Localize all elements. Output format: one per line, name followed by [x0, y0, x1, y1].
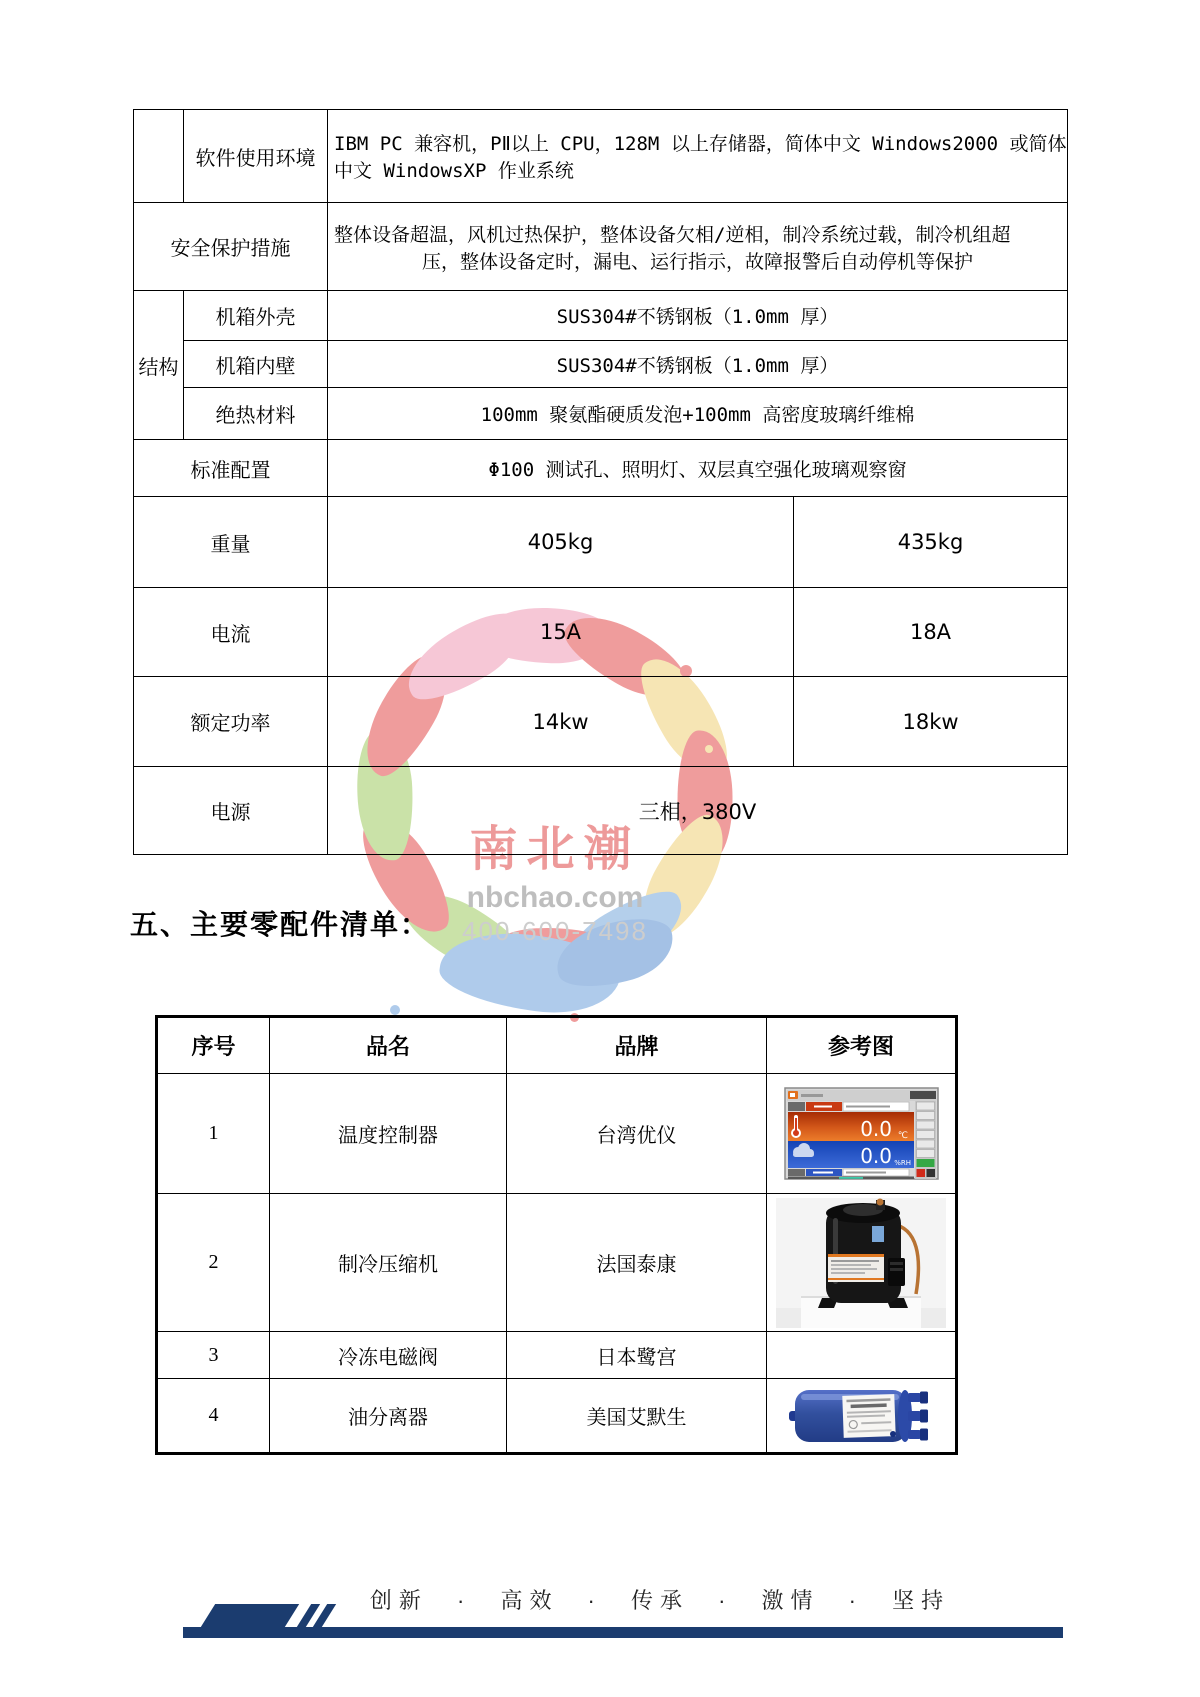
temperature-controller-image: [784, 1087, 939, 1180]
controller-temp-panel: [788, 1112, 914, 1141]
parts-row1-brand: 台湾优仪: [507, 1074, 767, 1194]
table-row: [157, 1379, 957, 1454]
spec-shell-value: SUS304#不锈钢板（1.0mm 厚）: [328, 291, 1068, 341]
watermark-phone: 400-600-7498: [462, 916, 648, 946]
spec-rated-power-label: 额定功率: [134, 677, 328, 767]
spec-software-env-label: 软件使用环境: [184, 110, 328, 203]
spec-power-supply-label: 电源: [134, 767, 328, 855]
spec-safety-value: [328, 203, 1068, 291]
table-row: [134, 767, 1068, 855]
humidity-value: 0.0: [859, 1144, 892, 1168]
parts-row3-name: 冷冻电磁阀: [270, 1332, 507, 1379]
table-row: [134, 497, 1068, 588]
temp-unit: ℃: [897, 1131, 908, 1141]
spec-shell-label: 机箱外壳: [184, 291, 328, 341]
compressor-image: [776, 1198, 946, 1328]
parts-row4-brand: 美国艾默生: [507, 1379, 767, 1454]
parts-header-no: 序号: [157, 1017, 270, 1074]
spec-weight-label: 重量: [134, 497, 328, 588]
page-section-heading: 五、主要零配件清单：: [130, 909, 431, 940]
spec-empty-cell: [134, 110, 184, 203]
table-row: [134, 388, 1068, 440]
parts-header-name: 品名: [270, 1017, 507, 1074]
spec-rated-power-value-1: 14kw: [328, 677, 794, 767]
table-row: [157, 1332, 957, 1379]
table-row: [134, 341, 1068, 388]
parts-row1-no: 1: [157, 1074, 270, 1194]
table-row: [157, 1194, 957, 1332]
spec-current-label: 电流: [134, 588, 328, 677]
spec-power-supply-value: 三相，380V: [328, 767, 1068, 855]
parts-row4-name: 油分离器: [270, 1379, 507, 1454]
footer-slogan: 创新 · 高效 · 传承 · 激情 · 坚持: [369, 1588, 951, 1613]
spec-insulation-value: 100mm 聚氨酯硬质发泡+100mm 高密度玻璃纤维棉: [328, 388, 1068, 440]
table-row: [134, 677, 1068, 767]
parts-row3-brand: 日本鹭宫: [507, 1332, 767, 1379]
parts-row3-no: 3: [157, 1332, 270, 1379]
spec-weight-value-1: 405kg: [328, 497, 794, 588]
separator-label: [842, 1394, 895, 1438]
controller-humidity-panel: [788, 1141, 914, 1168]
spec-current-value-2: 18A: [794, 588, 1068, 677]
parts-row2-no: 2: [157, 1194, 270, 1332]
parts-table: [155, 1015, 958, 1455]
spec-insulation-label: 绝热材料: [184, 388, 328, 440]
spec-rated-power-value-2: 18kw: [794, 677, 1068, 767]
parts-row4-no: 4: [157, 1379, 270, 1454]
compressor-label: [828, 1254, 884, 1282]
parts-header-image: 参考图: [767, 1017, 957, 1074]
table-row: [134, 440, 1068, 497]
parts-row1-image-cell: [767, 1074, 957, 1194]
spec-standard-config-value: Φ100 测试孔、照明灯、双层真空强化玻璃观察窗: [328, 440, 1068, 497]
temp-value: 0.0: [859, 1117, 892, 1141]
spec-safety-line2: 压，整体设备定时，漏电、运行指示，故障报警后自动停机等保护: [421, 250, 973, 273]
watermark-brand: 南北潮: [469, 823, 641, 876]
spec-inner-wall-label: 机箱内壁: [184, 341, 328, 388]
watermark-domain: nbchao.com: [466, 881, 644, 914]
parts-row2-name: 制冷压缩机: [270, 1194, 507, 1332]
table-row: [157, 1074, 957, 1194]
table-row: [134, 203, 1068, 291]
spec-safety-line1: 整体设备超温，风机过热保护，整体设备欠相/逆相，制冷系统过载，制冷机组超: [334, 223, 1011, 246]
parts-row4-image-cell: [767, 1379, 957, 1454]
table-row: [134, 110, 1068, 203]
oil-separator-image: [789, 1382, 934, 1450]
spec-software-env-value: [328, 110, 1068, 203]
spec-current-value-1: 15A: [328, 588, 794, 677]
separator-fittings: [908, 1391, 928, 1440]
spec-software-env-line2: 中文 WindowsXP 作业系统: [334, 160, 574, 182]
parts-row2-image-cell: [767, 1194, 957, 1332]
spec-safety-label: 安全保护措施: [134, 203, 328, 291]
spec-weight-value-2: 435kg: [794, 497, 1068, 588]
parts-row2-brand: 法国泰康: [507, 1194, 767, 1332]
paint-dot: [390, 1005, 400, 1015]
parts-header-brand: 品牌: [507, 1017, 767, 1074]
parts-row1-name: 温度控制器: [270, 1074, 507, 1194]
compressor-small-label: [872, 1226, 884, 1242]
table-header-row: [157, 1017, 957, 1074]
footer-logo-shape: [201, 1604, 299, 1627]
humidity-unit: %RH: [893, 1159, 911, 1167]
table-row: [134, 291, 1068, 341]
parts-row3-image-cell: [767, 1332, 957, 1379]
spec-inner-wall-value: SUS304#不锈钢板（1.0mm 厚）: [328, 341, 1068, 388]
table-row: [134, 588, 1068, 677]
spec-structure-group-label: 结构: [134, 291, 184, 440]
footer-bar: [183, 1627, 1063, 1638]
spec-software-env-line1: IBM PC 兼容机，PⅡ以上 CPU，128M 以上存储器，简体中文 Windows2000 或简体: [334, 133, 1067, 155]
spec-table: [133, 109, 1068, 855]
controller-side-buttons: [915, 1101, 936, 1179]
spec-standard-config-label: 标准配置: [134, 440, 328, 497]
